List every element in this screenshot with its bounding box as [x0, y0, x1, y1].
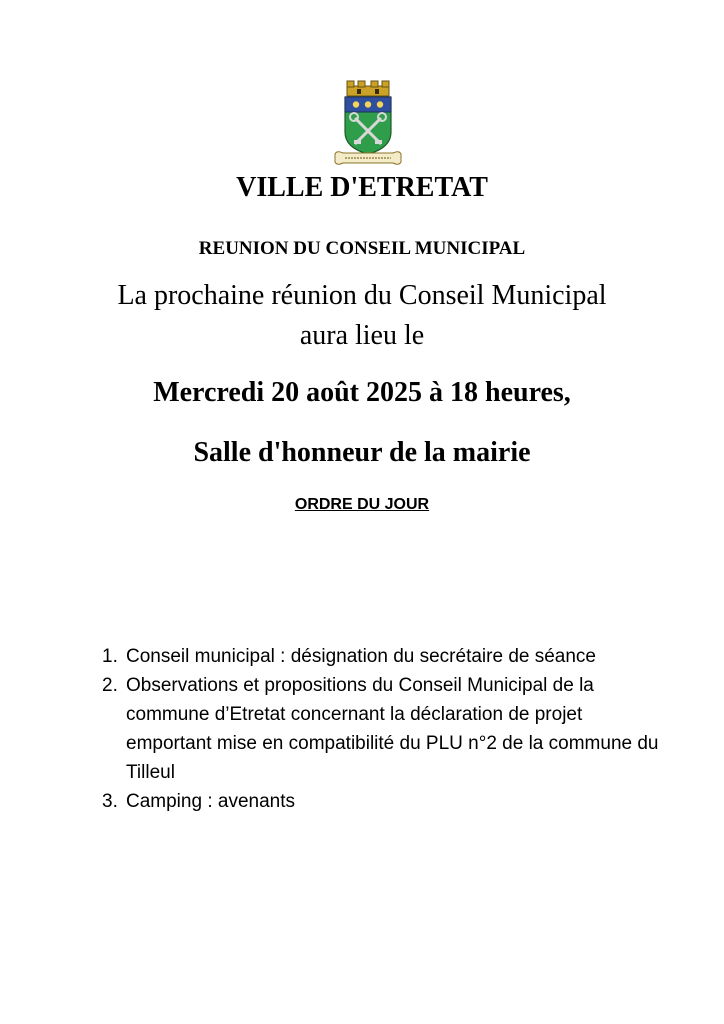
meeting-place: Salle d'honneur de la mairie [193, 437, 531, 468]
intro-text-line-1: La prochaine réunion du Conseil Municipal [117, 280, 607, 311]
agenda-list [100, 642, 660, 816]
meeting-heading: REUNION DU CONSEIL MUNICIPAL [198, 238, 526, 259]
agenda-item-text: Conseil municipal : désignation du secrétaire de séance [126, 646, 596, 667]
agenda-item-text: Camping : avenants [126, 791, 295, 812]
agenda-title: ORDRE DU JOUR [294, 496, 430, 513]
agenda-item [100, 642, 660, 671]
agenda-item-number: 2. [102, 675, 118, 696]
city-title: VILLE D'ETRETAT [236, 172, 488, 203]
agenda-item-number: 1. [102, 646, 118, 667]
agenda-item [100, 671, 660, 787]
intro-text-line-2: aura lieu le [299, 320, 425, 351]
coat-of-arms-logo [331, 80, 405, 166]
agenda-item-text: Observations et propositions du Conseil Municipal de la commune d’Etretat concernant la déclaration de projet emportant mise en compatibilité du PLU n°2 de la commune du Tilleul [126, 675, 659, 783]
agenda-item [100, 787, 660, 816]
meeting-date: Mercredi 20 août 2025 à 18 heures, [153, 377, 571, 408]
agenda-item-number: 3. [102, 791, 118, 812]
